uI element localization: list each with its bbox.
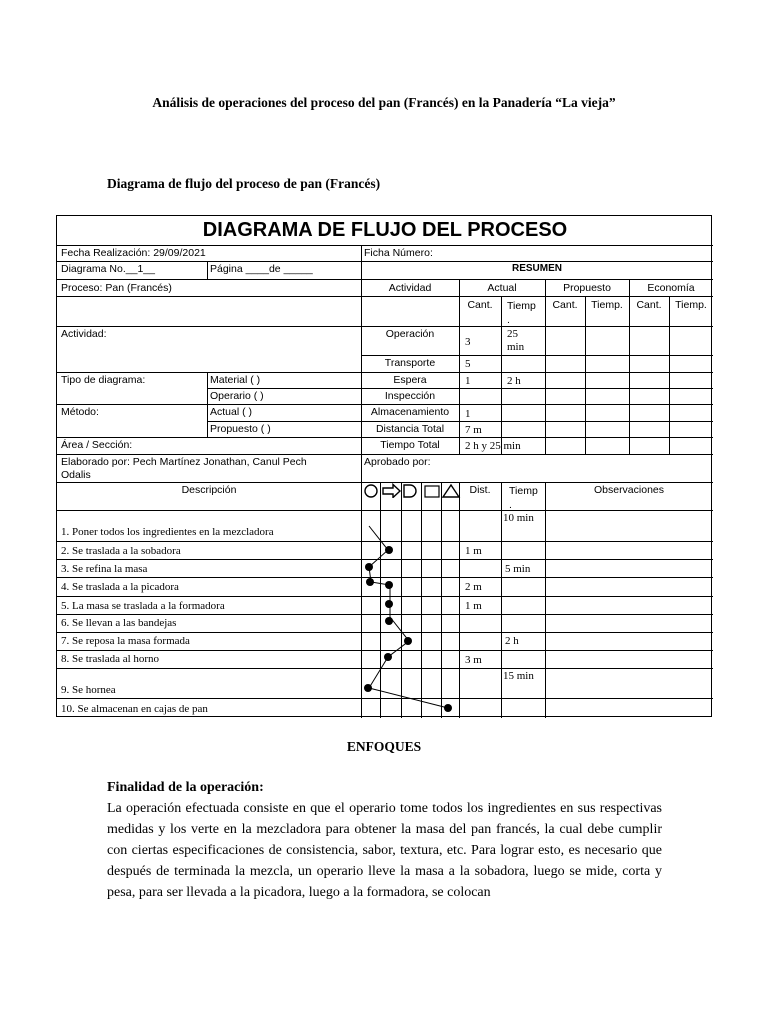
metodo-actual: Actual ( ) — [210, 406, 253, 418]
actual-header: Actual — [487, 282, 517, 294]
step-marker — [385, 600, 393, 608]
step-marker — [385, 546, 393, 554]
flow-process-chart — [56, 215, 712, 717]
inspection-icon — [425, 486, 439, 497]
cant-economia: Cant. — [636, 299, 662, 311]
summary-activity: Almacenamiento — [370, 406, 450, 418]
summary-cant: 1 — [465, 375, 471, 387]
step-marker — [364, 684, 372, 692]
summary-activity: Inspección — [384, 390, 436, 402]
chart-title: DIAGRAMA DE FLUJO DEL PROCESO — [57, 216, 713, 246]
economia-header: Economía — [647, 282, 695, 294]
document-subtitle: Diagrama de flujo del proceso de pan (Francés) — [107, 176, 381, 191]
summary-activity: Tiempo Total — [380, 439, 440, 451]
step-marker — [384, 653, 392, 661]
tiempo-propuesto: Tiemp. — [591, 299, 623, 311]
summary-cant: 7 m — [465, 424, 482, 436]
step-marker — [444, 704, 452, 712]
summary-activity: Operación — [385, 328, 435, 340]
step-dist: 1 m — [465, 545, 482, 557]
metodo-propuesto: Propuesto ( ) — [210, 423, 271, 435]
summary-cant: 1 — [465, 408, 471, 420]
summary-activity: Espera — [393, 374, 427, 386]
diagrama-no: Diagrama No.__1__ — [61, 263, 155, 275]
tipo-material: Material ( ) — [210, 374, 261, 386]
descripcion-header: Descripción — [181, 484, 237, 496]
transport-icon — [383, 485, 400, 498]
step-marker — [385, 617, 393, 625]
tipo-diagrama: Tipo de diagrama: — [61, 374, 146, 386]
step-desc: 2. Se traslada a la sobadora — [61, 545, 181, 557]
summary-activity: Transporte — [384, 357, 436, 369]
summary-tiempo: 2 h — [507, 375, 521, 387]
actividad-label: Actividad: — [61, 328, 107, 340]
step-desc: 8. Se traslada al horno — [61, 653, 160, 665]
document-title: Análisis de operaciones del proceso del pan (Francés) en la Panadería “La vieja” — [152, 95, 616, 110]
step-desc: 3. Se refina la masa — [61, 563, 148, 575]
step-marker — [365, 563, 373, 571]
step-dist: 2 m — [465, 581, 482, 593]
finalidad-heading: Finalidad de la operación: — [107, 780, 264, 795]
tiempo-economia: Tiemp. — [675, 299, 707, 311]
elaborado-por: Elaborado por: Pech Martínez Jonathan, Canul Pech — [61, 456, 307, 468]
cant-actual: Cant. — [467, 299, 493, 311]
step-time: 2 h — [505, 635, 519, 647]
step-desc: 5. La masa se traslada a la formadora — [61, 600, 225, 612]
step-desc: 10. Se almacenan en cajas de pan — [61, 703, 208, 715]
ficha-numero: Ficha Número: — [364, 247, 433, 259]
step-marker — [366, 578, 374, 586]
step-time: 5 min — [505, 563, 531, 575]
delay-icon — [404, 485, 416, 497]
fecha-realizacion: Fecha Realización: 29/09/2021 — [61, 247, 206, 259]
summary-cant: 3 — [465, 336, 471, 348]
summary-cant: 5 — [465, 358, 471, 370]
elaborado-por-cont: Odalis — [61, 469, 91, 481]
step-time: 10 min — [503, 512, 534, 524]
metodo: Método: — [61, 406, 99, 418]
finalidad-paragraph: La operación efectuada consiste en que el operario tome todos los ingredientes en sus respectivas medidas y los verte en la mezcladora para obtener la masa del pan francés, la cual debe cumplir con ciertas especificaciones de consistencia, sabor, textura, etc. Para lograr esto, es necesario que después de terminada la mezcla, un operario lleve la masa a la sobadora, luego se mide, corta y pesa, para ser llevada a la picadora, luego a la formadora, se colocan — [107, 801, 662, 900]
step-desc: 6. Se llevan a las bandejas — [61, 617, 177, 629]
step-marker — [385, 581, 393, 589]
cant-propuesto: Cant. — [552, 299, 578, 311]
step-marker — [404, 637, 412, 645]
aprobado-por: Aprobado por: — [364, 456, 431, 468]
actividad-header: Actividad — [388, 282, 432, 294]
proceso: Proceso: Pan (Francés) — [61, 282, 172, 294]
summary-activity: Distancia Total — [375, 423, 445, 435]
area-seccion: Área / Sección: — [61, 439, 133, 451]
step-desc: 7. Se reposa la masa formada — [61, 635, 190, 647]
step-desc: 1. Poner todos los ingredientes en la mezcladora — [61, 526, 274, 538]
tiempo-header: Tiemp . — [509, 485, 538, 511]
section-heading-enfoques: ENFOQUES — [346, 739, 422, 754]
process-symbols — [361, 482, 461, 498]
tiempo-actual: Tiemp . — [507, 300, 536, 326]
propuesto-header: Propuesto — [563, 282, 611, 294]
operation-icon — [365, 485, 377, 497]
storage-icon — [443, 485, 459, 497]
observaciones-header: Observaciones — [593, 484, 665, 496]
step-time: 15 min — [503, 670, 534, 682]
summary-cant: 2 h y 25 min — [465, 440, 521, 452]
step-dist: 3 m — [465, 654, 482, 666]
flow-line — [361, 510, 461, 718]
summary-tiempo: 25 min — [507, 328, 525, 353]
step-desc: 9. Se hornea — [61, 684, 116, 696]
dist-header: Dist. — [469, 484, 491, 496]
pagina: Página ____de _____ — [210, 263, 313, 275]
step-desc: 4. Se traslada a la picadora — [61, 581, 179, 593]
tipo-operario: Operario ( ) — [210, 390, 264, 402]
resumen-heading: RESUMEN — [511, 263, 562, 274]
step-dist: 1 m — [465, 600, 482, 612]
